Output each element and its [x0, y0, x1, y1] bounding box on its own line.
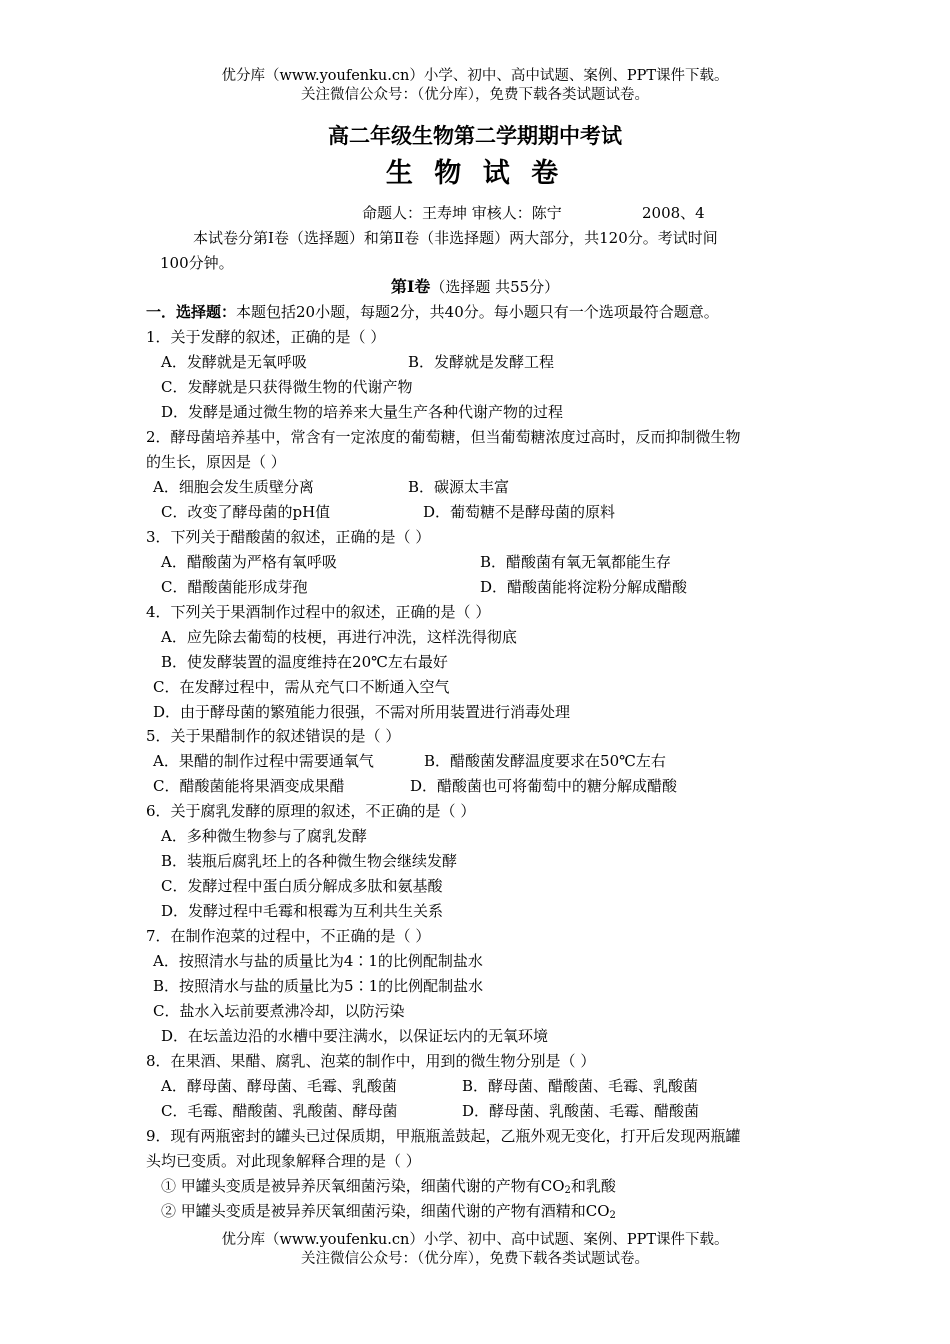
question-5-stem: 5．关于果醋制作的叙述错误的是（ ）: [146, 727, 401, 745]
question-6-stem: 6．关于腐乳发酵的原理的叙述，不正确的是（ ）: [146, 802, 476, 820]
question-3-stem: 3．下列关于醋酸菌的叙述，正确的是（ ）: [146, 528, 431, 546]
question-8-option-a: A．酵母菌、酵母菌、毛霉、乳酸菌: [161, 1077, 397, 1095]
exam-subject-title: 生 物 试 卷: [385, 158, 565, 189]
section-title: 第Ⅰ卷: [390, 277, 431, 296]
statement-1-text: ① 甲罐头变质是被异养厌氧细菌污染，细菌代谢的产物有CO: [161, 1177, 565, 1195]
question-6-option-b: B．装瓶后腐乳坯上的各种微生物会继续发酵: [161, 852, 458, 870]
part-instructions: [146, 302, 719, 322]
part-label: 一．选择题：: [146, 303, 237, 321]
statement-2-subscript: 2: [609, 1210, 616, 1221]
question-4-option-b: B．使发酵装置的温度维持在20℃左右最好: [161, 653, 448, 671]
question-9-stem-line-2: 头均已变质。对此现象解释合理的是（ ）: [146, 1152, 421, 1170]
question-4-option-c: C．在发酵过程中，需从充气口不断通入空气: [153, 678, 450, 696]
question-5-option-c: C．醋酸菌能将果酒变成果醋: [153, 777, 345, 795]
question-6-option-c: C．发酵过程中蛋白质分解成多肽和氨基酸: [161, 877, 443, 895]
question-1-stem: 1．关于发酵的叙述，正确的是（ ）: [146, 328, 386, 346]
question-9-stem-line-1: 9．现有两瓶密封的罐头已过保质期，甲瓶瓶盖鼓起，乙瓶外观无变化，打开后发现两瓶罐: [146, 1127, 741, 1145]
question-2-option-d: D．葡萄糖不是酵母菌的原料: [423, 503, 616, 521]
question-2-option-a: A．细胞会发生质壁分离: [153, 478, 314, 496]
question-2-stem-line-1: 2．酵母菌培养基中，常含有一定浓度的葡萄糖，但当葡萄糖浓度过高时，反而抑制微生物: [146, 428, 741, 446]
statement-2-text: ② 甲罐头变质是被异养厌氧细菌污染，细菌代谢的产物有酒精和CO: [161, 1202, 610, 1220]
question-1-option-d: D．发酵是通过微生物的培养来大量生产各种代谢产物的过程: [161, 403, 564, 421]
question-6-option-a: A．多种微生物参与了腐乳发酵: [161, 827, 367, 845]
question-8-stem: 8．在果酒、果醋、腐乳、泡菜的制作中，用到的微生物分别是（ ）: [146, 1052, 596, 1070]
question-8-option-d: D．酵母菌、乳酸菌、毛霉、醋酸菌: [462, 1102, 700, 1120]
section-heading: [0, 277, 950, 297]
question-8-option-b: B．酵母菌、醋酸菌、毛霉、乳酸菌: [462, 1077, 699, 1095]
question-7-stem: 7．在制作泡菜的过程中，不正确的是（ ）: [146, 927, 431, 945]
question-1-option-a: A．发酵就是无氧呼吸: [161, 353, 307, 371]
question-5-option-b: B．醋酸菌发酵温度要求在50℃左右: [424, 752, 666, 770]
question-1-option-b: B．发酵就是发酵工程: [408, 353, 555, 371]
question-7-option-d: D．在坛盖边沿的水槽中要注满水，以保证坛内的无氧环境: [161, 1027, 549, 1045]
authors-line: 命题人：王寿坤 审核人：陈宁: [362, 204, 562, 222]
part-description: 本题包括20小题，每题2分，共40分。每小题只有一个选项最符合题意。: [236, 303, 719, 321]
question-7-option-a: A．按照清水与盐的质量比为4∶1的比例配制盐水: [153, 952, 483, 970]
question-2-option-b: B．碳源太丰富: [408, 478, 510, 496]
header-line-1: 优分库（www.youfenku.cn）小学、初中、高中试题、案例、PPT课件下载。: [221, 68, 729, 84]
exam-title: 高二年级生物第二学期期中考试: [328, 123, 622, 148]
question-7-option-c: C．盐水入坛前要煮沸冷却，以防污染: [153, 1002, 405, 1020]
question-1-option-c: C．发酵就是只获得微生物的代谢产物: [161, 378, 413, 396]
header-line-2: 关注微信公众号：（优分库），免费下载各类试题试卷。: [301, 87, 649, 103]
section-subtitle: （选择题 共55分）: [430, 278, 560, 296]
question-3-option-a: A．醋酸菌为严格有氧呼吸: [161, 553, 337, 571]
question-8-option-c: C．毛霉、醋酸菌、乳酸菌、酵母菌: [161, 1102, 398, 1120]
question-9-statement-2: [161, 1201, 616, 1221]
question-3-option-d: D．醋酸菌能将淀粉分解成醋酸: [480, 578, 688, 596]
question-4-option-a: A．应先除去葡萄的枝梗，再进行冲洗，这样洗得彻底: [161, 628, 517, 646]
statement-1-text-end: 和乳酸: [570, 1177, 616, 1195]
question-5-option-a: A．果醋的制作过程中需要通氧气: [153, 752, 374, 770]
question-2-stem-line-2: 的生长，原因是（ ）: [146, 453, 286, 471]
question-4-stem: 4．下列关于果酒制作过程中的叙述，正确的是（ ）: [146, 603, 491, 621]
statement-1-subscript: 2: [564, 1185, 571, 1196]
exam-date: 2008、4: [642, 204, 705, 222]
question-7-option-b: B．按照清水与盐的质量比为5∶1的比例配制盐水: [153, 977, 484, 995]
question-3-option-c: C．醋酸菌能形成芽孢: [161, 578, 308, 596]
footer-line-2: 关注微信公众号：（优分库），免费下载各类试题试卷。: [301, 1251, 649, 1267]
footer-line-1: 优分库（www.youfenku.cn）小学、初中、高中试题、案例、PPT课件下载。: [221, 1232, 729, 1248]
question-2-option-c: C．改变了酵母菌的pH值: [161, 503, 331, 521]
intro-line-1: 本试卷分第Ⅰ卷（选择题）和第Ⅱ卷（非选择题）两大部分，共120分。考试时间: [193, 229, 718, 247]
question-9-statement-1: [161, 1176, 616, 1196]
question-3-option-b: B．醋酸菌有氧无氧都能生存: [480, 553, 672, 571]
question-6-option-d: D．发酵过程中毛霉和根霉为互利共生关系: [161, 902, 444, 920]
intro-line-2: 100分钟。: [160, 254, 234, 272]
question-4-option-d: D．由于酵母菌的繁殖能力很强，不需对所用装置进行消毒处理: [153, 703, 571, 721]
question-5-option-d: D．醋酸菌也可将葡萄中的糖分解成醋酸: [410, 777, 678, 795]
